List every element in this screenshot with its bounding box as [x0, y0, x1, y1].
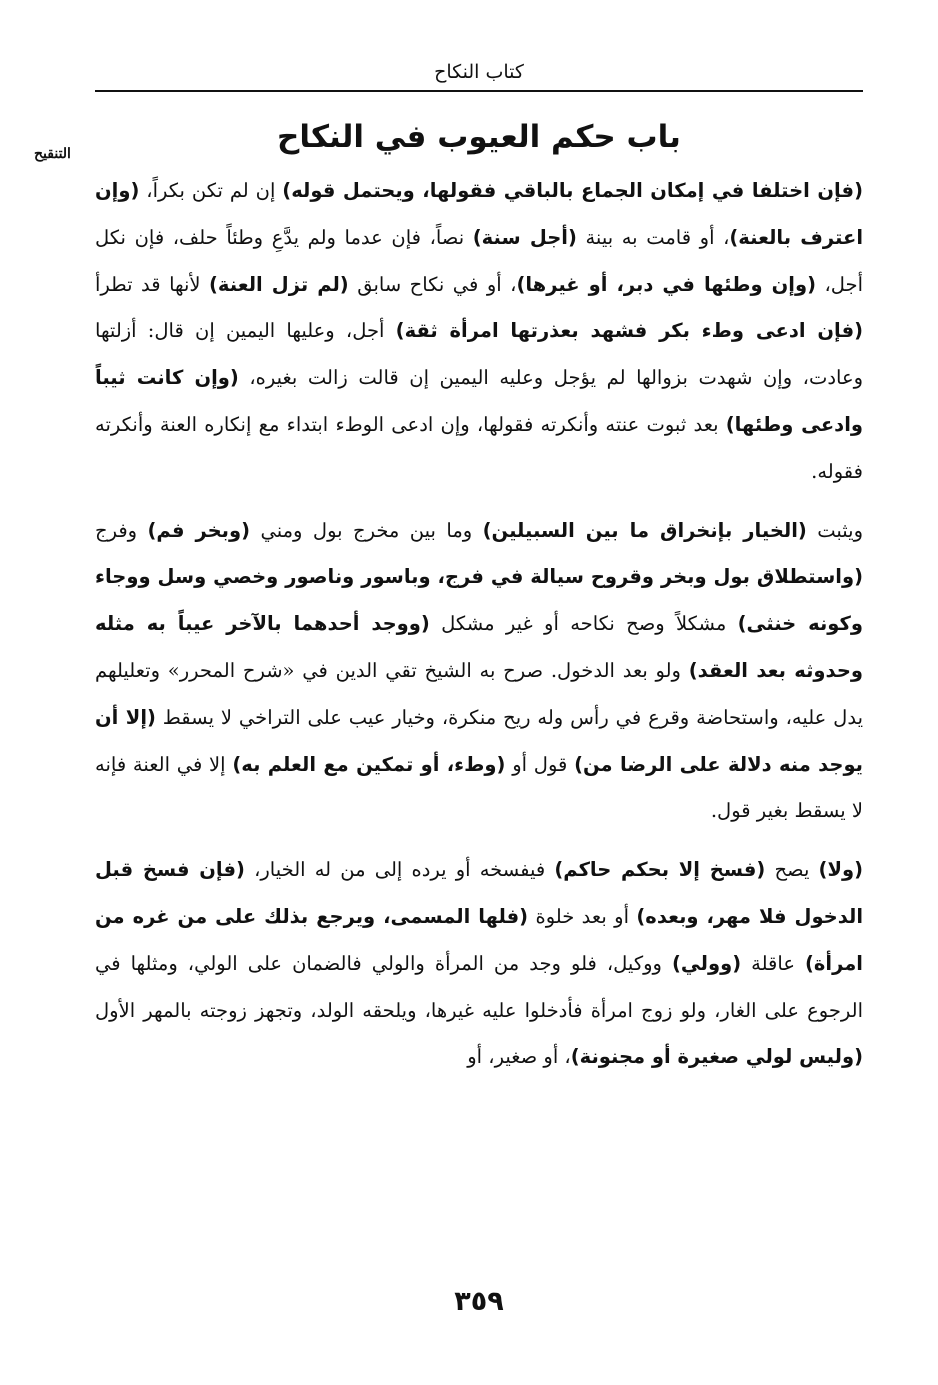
page-number: ٣٥٩	[454, 1286, 504, 1317]
matn-text: (وبخر فم)	[147, 518, 251, 542]
body-text	[95, 168, 863, 1081]
commentary-text: فيفسخه أو يرده إلى من له الخيار،	[244, 858, 555, 882]
matn-text: (وليس لولي صغيرة أو مجنونة)	[570, 1045, 863, 1069]
header-rule	[95, 90, 863, 92]
commentary-text: نصاً، فإن عدما ولم يدَّعِ وطئاً حلف، فإن نكل أجل،	[95, 225, 864, 296]
matn-text: (لم تزل العنة)	[209, 272, 349, 296]
matn-text: (ولا)	[818, 858, 863, 882]
commentary-text: ووكيل، فلو وجد من المرأة والولي فالضمان على الولي، ومثلها في الرجوع على الغار، ولو زوج امرأة فأدخلوا عليه غيرها، ويلحقه الولد، وتجهز زوجته بالمهر الأول	[95, 951, 863, 1022]
commentary-text: لأنها قد تطرأ	[95, 272, 210, 296]
matn-text: (أجل سنة)	[472, 225, 577, 249]
matn-text: (وإن كانت ثيباً وادعى وطئها)	[95, 366, 863, 436]
paragraph	[95, 168, 863, 496]
commentary-text: أو بعد خلوة	[528, 904, 637, 928]
commentary-text: ، أو في نكاح سابق	[348, 272, 517, 296]
matn-text: (فسخ إلا بحكم حاكم)	[554, 858, 766, 882]
commentary-text: أجل، وعليها اليمين إن قال: أزلتها وعادت، وإن شهدت بزوالها لم يؤجل وعليه اليمين إن قالت زالت بغيره،	[95, 319, 863, 390]
running-header: كتاب النكاح	[434, 61, 524, 83]
commentary-text: ، أو صغير، أو	[467, 1045, 571, 1069]
matn-text: (ووجد أحدهما بالآخر عيباً به مثله وحدوثه بعد العقد)	[95, 612, 863, 682]
commentary-text: ولو بعد الدخول. صرح به الشيخ تقي الدين في «شرح المحرر» وتعليلهم يدل عليه، واستحاضة وقرع في رأس وله ريح منكرة، وخيار عيب على التراخي لا يسقط	[95, 658, 864, 729]
commentary-text: ويثبت	[806, 518, 863, 542]
matn-text: (فإن فسخ قبل الدخول فلا مهر، وبعده)	[95, 858, 864, 928]
chapter-title: باب حكم العيوب في النكاح	[277, 119, 681, 155]
commentary-text: يصح	[765, 858, 819, 882]
commentary-text: وفرج	[95, 518, 148, 542]
paragraph	[95, 847, 863, 1081]
matn-text: (وإن وطئها في دبر، أو غيرها)	[516, 272, 817, 296]
matn-text: (وطء، أو تمكين مع العلم به)	[232, 752, 506, 776]
side-note: التنقيح	[34, 146, 71, 162]
matn-text: (فإن اختلفا في إمكان الجماع بالباقي فقولها، ويحتمل قوله)	[282, 179, 863, 202]
paragraph	[95, 508, 863, 836]
commentary-text: ، أو قامت به بينة	[576, 225, 730, 249]
commentary-text: مشكلاً وصح نكاحه أو غير مشكل	[429, 612, 738, 636]
matn-text: (وولي)	[671, 951, 742, 975]
matn-text: (إلا أن يوجد منه دلالة على الرضا من)	[95, 705, 864, 776]
commentary-text: إن لم تكن بكراً،	[139, 179, 283, 202]
matn-text: (واستطلاق بول وبخر وقروح سيالة في فرج، وباسور وناصور وخصي وسل ووجاء وكونه خنثى)	[95, 565, 863, 636]
matn-text: (الخيار بإنخراق ما بين السبيلين)	[482, 518, 807, 542]
commentary-text: وما بين مخرج بول ومني	[250, 518, 483, 542]
matn-text: (فلها المسمى، ويرجع بذلك على من غره من امرأة)	[95, 904, 863, 975]
commentary-text: إلا في العنة فإنه لا يسقط بغير قول.	[95, 752, 863, 823]
commentary-text: قول أو	[505, 752, 575, 776]
commentary-text: عاقلة	[741, 951, 805, 975]
matn-text: (فإن ادعى وطء بكر فشهد بعذرتها امرأة ثقة)	[395, 319, 863, 343]
matn-text: (وإن اعترف بالعنة)	[95, 179, 863, 249]
commentary-text: بعد ثبوت عنته وأنكرته فقولها، وإن ادعى الوطء ابتداء مع إنكاره العنة وأنكرته فقوله.	[95, 412, 863, 483]
